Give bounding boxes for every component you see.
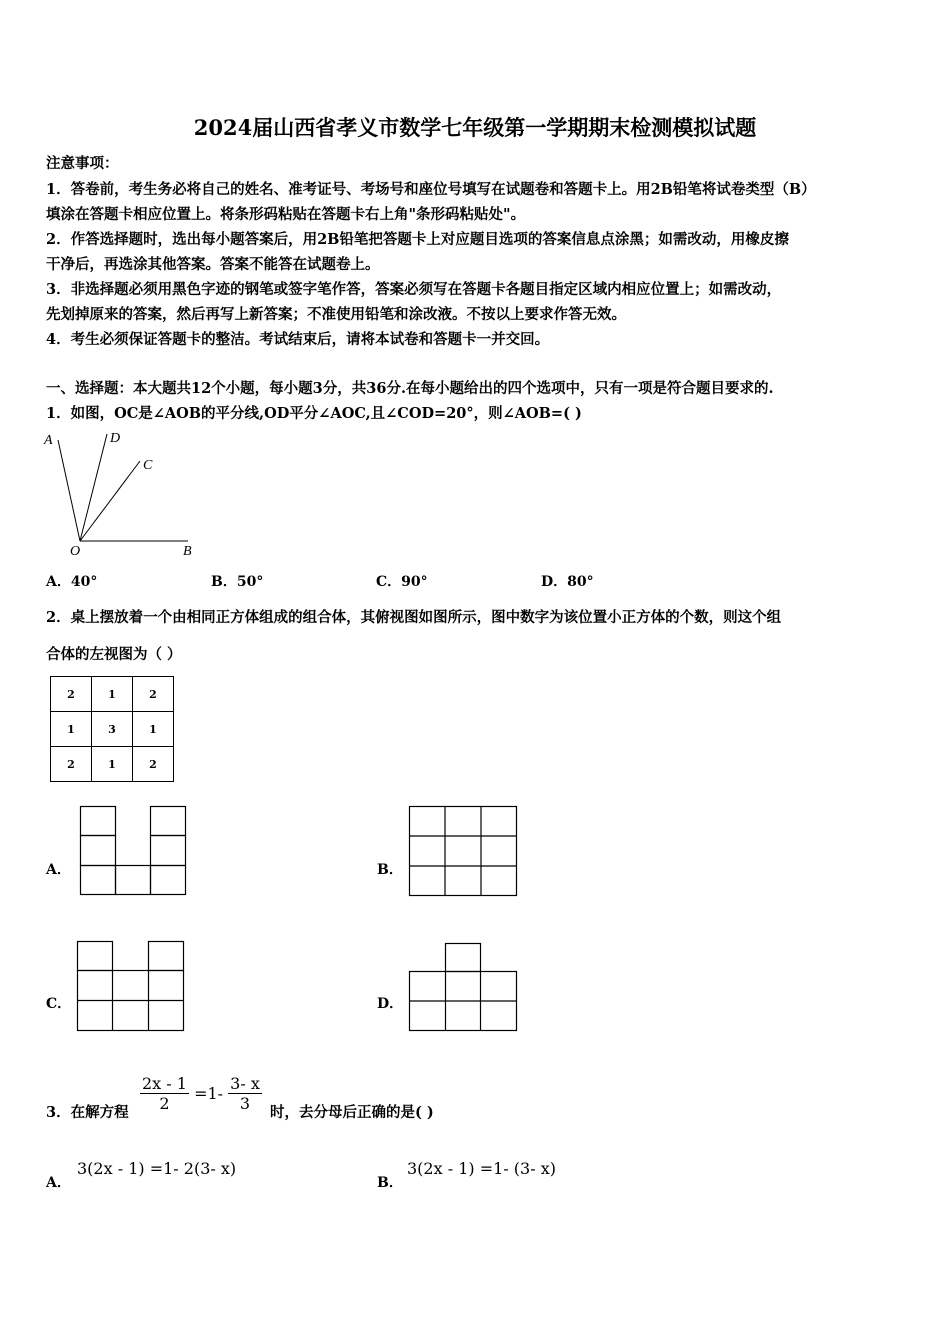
label-B: B: [183, 544, 192, 559]
label-O: O: [70, 544, 81, 559]
q2-option-b-figure: [409, 806, 517, 896]
eq-middle: =1-: [194, 1084, 224, 1103]
page-title: 2024届山西省孝义市数学七年级第一学期期末检测模拟试题: [193, 115, 757, 140]
q2-option-c-figure: [77, 941, 185, 1031]
grid-cell: 2: [51, 677, 92, 712]
eq-numerator-1: 2x - 1: [142, 1074, 187, 1093]
question-2-line2: 合体的左视图为（ ）: [46, 646, 182, 663]
notice-line: 干净后，再选涂其他答案。答案不能答在试题卷上。: [46, 256, 380, 273]
q2-option-b-label: B．: [377, 862, 403, 878]
grid-cell: 1: [92, 747, 133, 782]
q2-option-c-label: C．: [46, 996, 72, 1012]
grid-cell: 1: [92, 677, 133, 712]
q1-option-b: B．50°: [211, 574, 264, 590]
question-3-suffix: 时，去分母后正确的是( ): [270, 1104, 434, 1121]
label-A: A: [44, 433, 53, 448]
q1-option-d: D．80°: [541, 574, 594, 590]
q1-option-c: C．90°: [376, 574, 428, 590]
eq-denominator-2: 3: [239, 1094, 251, 1113]
q2-option-d-label: D．: [377, 996, 404, 1012]
q3-option-a-label: A．: [46, 1175, 71, 1191]
question-2-line1: 2．桌上摆放着一个由相同正方体组成的组合体，其俯视图如图所示，图中数字为该位置小正方体的个数，则这个组: [46, 609, 782, 626]
notice-line: 1．答卷前，考生务必将自己的姓名、准考证号、考场号和座位号填写在试题卷和答题卡上。用2B铅笔将试卷类型（B）: [46, 181, 816, 198]
question-3-prefix: 3．在解方程: [46, 1104, 129, 1121]
notice-line: 2．作答选择题时，选出每小题答案后，用2B铅笔把答题卡上对应题目选项的答案信息点涂黑；如需改动，用橡皮擦: [46, 231, 789, 248]
top-view-grid: [50, 676, 174, 782]
q2-option-a-label: A．: [46, 862, 71, 878]
eq-numerator-2: 3- x: [230, 1074, 260, 1093]
grid-cell: 3: [92, 712, 133, 747]
eq-denominator-1: 2: [159, 1094, 170, 1113]
q3-option-a-equation: 3(2x - 1) =1- 2(3- x): [77, 1159, 237, 1178]
notice-line: 4．考生必须保证答题卡的整洁。考试结束后，请将本试卷和答题卡一并交回。: [46, 331, 550, 348]
q3-option-b-label: B．: [377, 1175, 403, 1191]
notice-line: 3．非选择题必须用黑色字迹的钢笔或签字笔作答，答案必须写在答题卡各题目指定区域内相应位置上；如需改动，: [46, 281, 782, 298]
question-3-equation: [140, 1074, 262, 1113]
notice-heading: 注意事项：: [46, 155, 119, 172]
question-1-text: 1．如图，OC是∠AOB的平分线,OD平分∠AOC,且∠COD=20°，则∠AOB=( ): [46, 405, 582, 422]
label-D: D: [110, 431, 121, 446]
grid-cell: 2: [133, 677, 174, 712]
angle-figure: [40, 428, 210, 558]
grid-cell: 1: [51, 712, 92, 747]
grid-cell: 1: [133, 712, 174, 747]
notice-line: 先划掉原来的答案，然后再写上新答案；不准使用铅笔和涂改液。不按以上要求作答无效。: [46, 306, 626, 323]
section-heading: 一、选择题：本大题共12个小题，每小题3分，共36分.在每小题给出的四个选项中，只有一项是符合题目要求的.: [46, 380, 774, 397]
q2-option-a-figure: [80, 806, 186, 896]
grid-cell: 2: [133, 747, 174, 782]
q2-option-d-figure: [409, 943, 517, 1031]
notice-line: 填涂在答题卡相应位置上。将条形码粘贴在答题卡右上角"条形码粘贴处"。: [46, 206, 526, 223]
q3-option-b-equation: 3(2x - 1) =1- (3- x): [407, 1159, 556, 1178]
q1-option-a: A．40°: [46, 574, 98, 590]
grid-cell: 2: [51, 747, 92, 782]
label-C: C: [143, 458, 153, 473]
